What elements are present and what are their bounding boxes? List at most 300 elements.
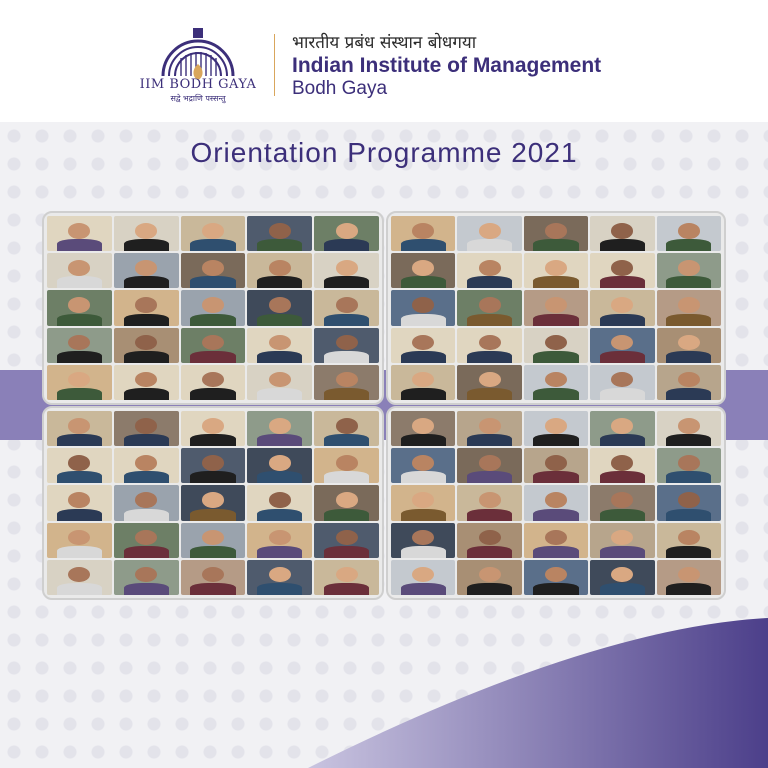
participant-silhouette-face	[336, 530, 358, 545]
participant-video-tile	[247, 253, 312, 288]
participant-silhouette-body	[57, 546, 102, 558]
participant-video-tile	[247, 216, 312, 251]
participant-video-tile	[590, 523, 654, 558]
participant-silhouette-face	[479, 567, 501, 582]
participant-video-tile	[114, 328, 179, 363]
participant-silhouette-face	[336, 492, 358, 507]
gallery-top-right	[386, 211, 726, 405]
participant-silhouette-body	[57, 509, 102, 521]
participant-video-tile	[181, 411, 246, 446]
participant-video-tile	[657, 411, 721, 446]
participant-video-tile	[590, 290, 654, 325]
participant-silhouette-face	[68, 260, 90, 275]
participant-silhouette-face	[202, 260, 224, 275]
participant-video-tile	[391, 411, 455, 446]
participant-silhouette-face	[611, 372, 633, 387]
participant-video-tile	[391, 216, 455, 251]
participant-silhouette-face	[135, 455, 157, 470]
participant-silhouette-face	[479, 455, 501, 470]
participant-silhouette-face	[412, 455, 434, 470]
participant-video-tile	[391, 328, 455, 363]
participant-video-tile	[391, 253, 455, 288]
participant-silhouette-body	[467, 546, 512, 558]
participant-silhouette-body	[124, 471, 169, 483]
participant-silhouette-body	[401, 509, 446, 521]
participant-silhouette-body	[257, 509, 302, 521]
participant-video-tile	[524, 523, 588, 558]
participant-video-tile	[590, 365, 654, 400]
participant-silhouette-body	[533, 471, 578, 483]
participant-silhouette-body	[57, 388, 102, 400]
participant-video-tile	[314, 290, 379, 325]
participant-video-tile	[47, 290, 112, 325]
participant-video-tile	[314, 216, 379, 251]
participant-silhouette-face	[479, 297, 501, 312]
participant-silhouette-body	[124, 546, 169, 558]
participant-silhouette-body	[533, 276, 578, 288]
participant-silhouette-face	[611, 492, 633, 507]
participant-video-tile	[114, 253, 179, 288]
participant-silhouette-body	[666, 276, 711, 288]
participant-silhouette-face	[336, 372, 358, 387]
participant-silhouette-body	[666, 546, 711, 558]
participant-silhouette-body	[666, 434, 711, 446]
participant-silhouette-face	[545, 335, 567, 350]
participant-video-tile	[247, 560, 312, 595]
participant-silhouette-body	[401, 388, 446, 400]
participant-silhouette-face	[269, 492, 291, 507]
participant-silhouette-face	[135, 492, 157, 507]
participant-silhouette-body	[666, 509, 711, 521]
participant-silhouette-body	[401, 434, 446, 446]
participant-silhouette-body	[467, 351, 512, 363]
participant-silhouette-body	[600, 471, 645, 483]
participant-silhouette-body	[324, 471, 369, 483]
participant-silhouette-face	[68, 530, 90, 545]
participant-silhouette-body	[190, 509, 235, 521]
participant-silhouette-body	[600, 546, 645, 558]
participant-silhouette-body	[666, 239, 711, 251]
participant-silhouette-face	[336, 260, 358, 275]
participant-silhouette-face	[412, 335, 434, 350]
participant-video-tile	[47, 448, 112, 483]
participant-silhouette-face	[479, 372, 501, 387]
participant-silhouette-body	[467, 471, 512, 483]
header	[0, 0, 768, 122]
participant-silhouette-body	[57, 314, 102, 326]
participant-video-tile	[247, 365, 312, 400]
participant-silhouette-face	[135, 418, 157, 433]
gallery-top-left	[42, 211, 384, 405]
participant-silhouette-body	[666, 583, 711, 595]
participant-silhouette-face	[611, 335, 633, 350]
participant-silhouette-body	[324, 509, 369, 521]
participant-video-tile	[181, 485, 246, 520]
participant-silhouette-body	[257, 546, 302, 558]
participant-video-tile	[247, 523, 312, 558]
participant-video-tile	[114, 290, 179, 325]
participant-video-tile	[590, 253, 654, 288]
participant-silhouette-face	[545, 223, 567, 238]
participant-video-tile	[590, 411, 654, 446]
participant-silhouette-face	[678, 492, 700, 507]
participant-silhouette-face	[202, 335, 224, 350]
participant-silhouette-face	[336, 455, 358, 470]
participant-video-tile	[114, 485, 179, 520]
participant-silhouette-face	[68, 335, 90, 350]
participant-video-tile	[314, 328, 379, 363]
institute-name-hindi: भारतीय प्रबंध संस्थान बोधगया	[292, 33, 477, 53]
participant-silhouette-body	[401, 546, 446, 558]
participant-silhouette-body	[57, 351, 102, 363]
participant-video-tile	[524, 485, 588, 520]
participant-silhouette-body	[124, 509, 169, 521]
participant-silhouette-body	[324, 314, 369, 326]
participant-silhouette-face	[545, 492, 567, 507]
participant-silhouette-body	[533, 546, 578, 558]
participant-video-tile	[181, 448, 246, 483]
participant-silhouette-face	[202, 492, 224, 507]
participant-silhouette-face	[545, 260, 567, 275]
participant-video-tile	[524, 411, 588, 446]
participant-video-tile	[391, 485, 455, 520]
participant-silhouette-body	[324, 583, 369, 595]
participant-silhouette-face	[202, 455, 224, 470]
participant-silhouette-face	[336, 418, 358, 433]
participant-video-tile	[114, 216, 179, 251]
participant-silhouette-body	[190, 388, 235, 400]
participant-video-tile	[391, 290, 455, 325]
participant-silhouette-face	[68, 567, 90, 582]
participant-silhouette-body	[600, 388, 645, 400]
header-divider	[274, 34, 275, 96]
participant-silhouette-face	[678, 260, 700, 275]
participant-video-tile	[524, 328, 588, 363]
participant-silhouette-face	[135, 530, 157, 545]
participant-silhouette-face	[611, 567, 633, 582]
participant-video-tile	[457, 328, 521, 363]
participant-video-tile	[181, 216, 246, 251]
participant-silhouette-body	[533, 388, 578, 400]
participant-silhouette-face	[269, 372, 291, 387]
participant-silhouette-body	[324, 351, 369, 363]
participant-silhouette-body	[666, 388, 711, 400]
participant-silhouette-face	[135, 372, 157, 387]
participant-silhouette-body	[666, 471, 711, 483]
participant-silhouette-body	[190, 239, 235, 251]
participant-video-tile	[181, 560, 246, 595]
participant-silhouette-face	[68, 372, 90, 387]
participant-silhouette-face	[202, 297, 224, 312]
participant-silhouette-body	[600, 276, 645, 288]
participant-silhouette-body	[533, 583, 578, 595]
participant-silhouette-body	[401, 314, 446, 326]
participant-video-tile	[457, 411, 521, 446]
participant-silhouette-face	[135, 567, 157, 582]
participant-video-tile	[181, 290, 246, 325]
participant-silhouette-face	[412, 260, 434, 275]
participant-silhouette-body	[124, 276, 169, 288]
participant-silhouette-body	[324, 276, 369, 288]
participant-video-tile	[590, 485, 654, 520]
participant-silhouette-face	[336, 223, 358, 238]
participant-silhouette-face	[336, 567, 358, 582]
participant-silhouette-face	[202, 223, 224, 238]
participant-silhouette-face	[545, 530, 567, 545]
participant-silhouette-face	[479, 260, 501, 275]
participant-video-tile	[457, 253, 521, 288]
participant-silhouette-face	[412, 372, 434, 387]
participant-silhouette-body	[401, 583, 446, 595]
participant-video-tile	[114, 560, 179, 595]
participant-video-tile	[314, 365, 379, 400]
participant-silhouette-body	[324, 388, 369, 400]
participant-video-tile	[524, 290, 588, 325]
participant-silhouette-face	[479, 418, 501, 433]
participant-silhouette-face	[479, 223, 501, 238]
participant-silhouette-body	[600, 509, 645, 521]
participant-silhouette-body	[57, 434, 102, 446]
participant-video-tile	[657, 328, 721, 363]
participant-video-tile	[657, 365, 721, 400]
participant-silhouette-body	[57, 276, 102, 288]
participant-silhouette-body	[257, 351, 302, 363]
participant-silhouette-body	[190, 314, 235, 326]
participant-video-tile	[47, 216, 112, 251]
participant-silhouette-face	[678, 335, 700, 350]
participant-silhouette-body	[324, 546, 369, 558]
participant-silhouette-face	[68, 297, 90, 312]
participant-video-tile	[524, 560, 588, 595]
participant-video-tile	[657, 560, 721, 595]
participant-silhouette-face	[68, 492, 90, 507]
participant-video-tile	[181, 523, 246, 558]
participant-silhouette-body	[124, 314, 169, 326]
participant-silhouette-face	[678, 567, 700, 582]
participant-silhouette-body	[467, 276, 512, 288]
gallery-bottom-left	[42, 406, 384, 600]
participant-silhouette-body	[124, 351, 169, 363]
participant-silhouette-body	[467, 583, 512, 595]
participant-silhouette-face	[68, 455, 90, 470]
participant-silhouette-face	[545, 297, 567, 312]
participant-video-tile	[114, 523, 179, 558]
participant-video-tile	[590, 448, 654, 483]
participant-video-tile	[314, 485, 379, 520]
participant-silhouette-body	[533, 239, 578, 251]
participant-silhouette-body	[533, 434, 578, 446]
participant-silhouette-body	[467, 239, 512, 251]
participant-silhouette-face	[479, 335, 501, 350]
participant-silhouette-face	[611, 530, 633, 545]
participant-silhouette-body	[666, 314, 711, 326]
participant-silhouette-face	[412, 492, 434, 507]
participant-video-tile	[457, 216, 521, 251]
institute-name-line1: Indian Institute of Management	[292, 54, 602, 77]
participant-silhouette-body	[124, 434, 169, 446]
participant-silhouette-face	[545, 418, 567, 433]
iim-bodh-gaya-logo	[133, 24, 263, 104]
participant-video-tile	[590, 328, 654, 363]
participant-silhouette-face	[68, 223, 90, 238]
participant-silhouette-body	[257, 434, 302, 446]
participant-video-tile	[47, 485, 112, 520]
participant-silhouette-face	[202, 567, 224, 582]
participant-silhouette-face	[135, 260, 157, 275]
participant-video-tile	[47, 328, 112, 363]
participant-video-tile	[457, 523, 521, 558]
participant-video-tile	[181, 328, 246, 363]
participant-video-tile	[47, 365, 112, 400]
participant-silhouette-body	[324, 434, 369, 446]
participant-silhouette-face	[678, 455, 700, 470]
participant-video-tile	[181, 253, 246, 288]
participant-silhouette-body	[257, 388, 302, 400]
participant-silhouette-body	[600, 239, 645, 251]
participant-silhouette-face	[412, 530, 434, 545]
participant-video-tile	[247, 290, 312, 325]
participant-video-tile	[457, 448, 521, 483]
participant-video-tile	[391, 365, 455, 400]
participant-silhouette-body	[257, 471, 302, 483]
participant-silhouette-face	[611, 297, 633, 312]
participant-silhouette-face	[545, 567, 567, 582]
participant-silhouette-face	[611, 455, 633, 470]
participant-video-tile	[247, 411, 312, 446]
participant-silhouette-face	[269, 567, 291, 582]
participant-silhouette-face	[68, 418, 90, 433]
participant-silhouette-face	[269, 455, 291, 470]
participant-video-tile	[314, 523, 379, 558]
participant-video-tile	[247, 328, 312, 363]
participant-video-tile	[657, 523, 721, 558]
participant-silhouette-body	[666, 351, 711, 363]
participant-silhouette-face	[135, 297, 157, 312]
participant-video-tile	[314, 448, 379, 483]
participant-silhouette-body	[257, 276, 302, 288]
participant-silhouette-body	[190, 546, 235, 558]
participant-video-tile	[657, 485, 721, 520]
participant-silhouette-body	[190, 583, 235, 595]
participant-video-tile	[590, 560, 654, 595]
participant-video-tile	[47, 253, 112, 288]
participant-silhouette-face	[545, 372, 567, 387]
participant-silhouette-face	[678, 418, 700, 433]
participant-silhouette-body	[57, 239, 102, 251]
participant-silhouette-face	[611, 418, 633, 433]
participant-silhouette-face	[269, 418, 291, 433]
participant-silhouette-body	[467, 314, 512, 326]
participant-silhouette-face	[611, 223, 633, 238]
participant-video-tile	[114, 448, 179, 483]
participant-video-tile	[457, 485, 521, 520]
logo-tagline: सद्वे भद्राणि पस्सन्तु	[170, 94, 226, 103]
participant-video-tile	[657, 290, 721, 325]
participant-silhouette-face	[479, 492, 501, 507]
participant-silhouette-body	[57, 471, 102, 483]
participant-silhouette-body	[467, 509, 512, 521]
participant-video-tile	[314, 411, 379, 446]
participant-silhouette-body	[533, 314, 578, 326]
participant-silhouette-face	[479, 530, 501, 545]
participant-silhouette-body	[467, 434, 512, 446]
participant-silhouette-body	[57, 583, 102, 595]
participant-video-tile	[524, 253, 588, 288]
logo-text: IIM BODH GAYA	[139, 77, 257, 92]
participant-silhouette-face	[269, 297, 291, 312]
participant-silhouette-face	[269, 223, 291, 238]
participant-silhouette-face	[545, 455, 567, 470]
participant-silhouette-face	[678, 372, 700, 387]
participant-silhouette-face	[269, 335, 291, 350]
participant-silhouette-face	[135, 223, 157, 238]
participant-silhouette-body	[467, 388, 512, 400]
participant-video-tile	[314, 560, 379, 595]
participant-video-tile	[457, 560, 521, 595]
participant-video-tile	[524, 216, 588, 251]
participant-silhouette-body	[401, 239, 446, 251]
participant-silhouette-face	[678, 297, 700, 312]
participant-silhouette-face	[336, 335, 358, 350]
participant-silhouette-face	[269, 530, 291, 545]
participant-silhouette-body	[401, 276, 446, 288]
participant-video-tile	[47, 411, 112, 446]
participant-silhouette-face	[336, 297, 358, 312]
participant-silhouette-body	[600, 314, 645, 326]
participant-silhouette-face	[412, 418, 434, 433]
participant-silhouette-body	[257, 239, 302, 251]
institute-name-line2: Bodh Gaya	[292, 78, 388, 99]
decorative-wedge	[308, 618, 768, 768]
participant-silhouette-face	[678, 530, 700, 545]
participant-silhouette-body	[533, 509, 578, 521]
participant-silhouette-body	[190, 276, 235, 288]
participant-silhouette-body	[257, 583, 302, 595]
participant-video-tile	[457, 365, 521, 400]
participant-video-tile	[181, 365, 246, 400]
participant-video-tile	[524, 365, 588, 400]
participant-silhouette-body	[124, 239, 169, 251]
participant-video-tile	[391, 523, 455, 558]
participant-silhouette-face	[135, 335, 157, 350]
participant-silhouette-body	[190, 434, 235, 446]
participant-silhouette-face	[202, 418, 224, 433]
participant-silhouette-body	[401, 471, 446, 483]
participant-video-tile	[314, 253, 379, 288]
participant-silhouette-body	[124, 583, 169, 595]
participant-video-tile	[657, 448, 721, 483]
participant-video-tile	[391, 560, 455, 595]
participant-video-tile	[657, 253, 721, 288]
participant-video-tile	[657, 216, 721, 251]
participant-silhouette-body	[257, 314, 302, 326]
participant-video-tile	[247, 485, 312, 520]
participant-silhouette-face	[202, 372, 224, 387]
participant-silhouette-face	[412, 223, 434, 238]
participant-silhouette-face	[678, 223, 700, 238]
participant-silhouette-face	[611, 260, 633, 275]
participant-video-tile	[247, 448, 312, 483]
participant-video-tile	[590, 216, 654, 251]
participant-video-tile	[524, 448, 588, 483]
participant-video-tile	[47, 560, 112, 595]
participant-silhouette-face	[412, 567, 434, 582]
participant-video-tile	[391, 448, 455, 483]
participant-silhouette-body	[600, 434, 645, 446]
participant-silhouette-body	[324, 239, 369, 251]
participant-video-tile	[114, 365, 179, 400]
participant-video-tile	[114, 411, 179, 446]
